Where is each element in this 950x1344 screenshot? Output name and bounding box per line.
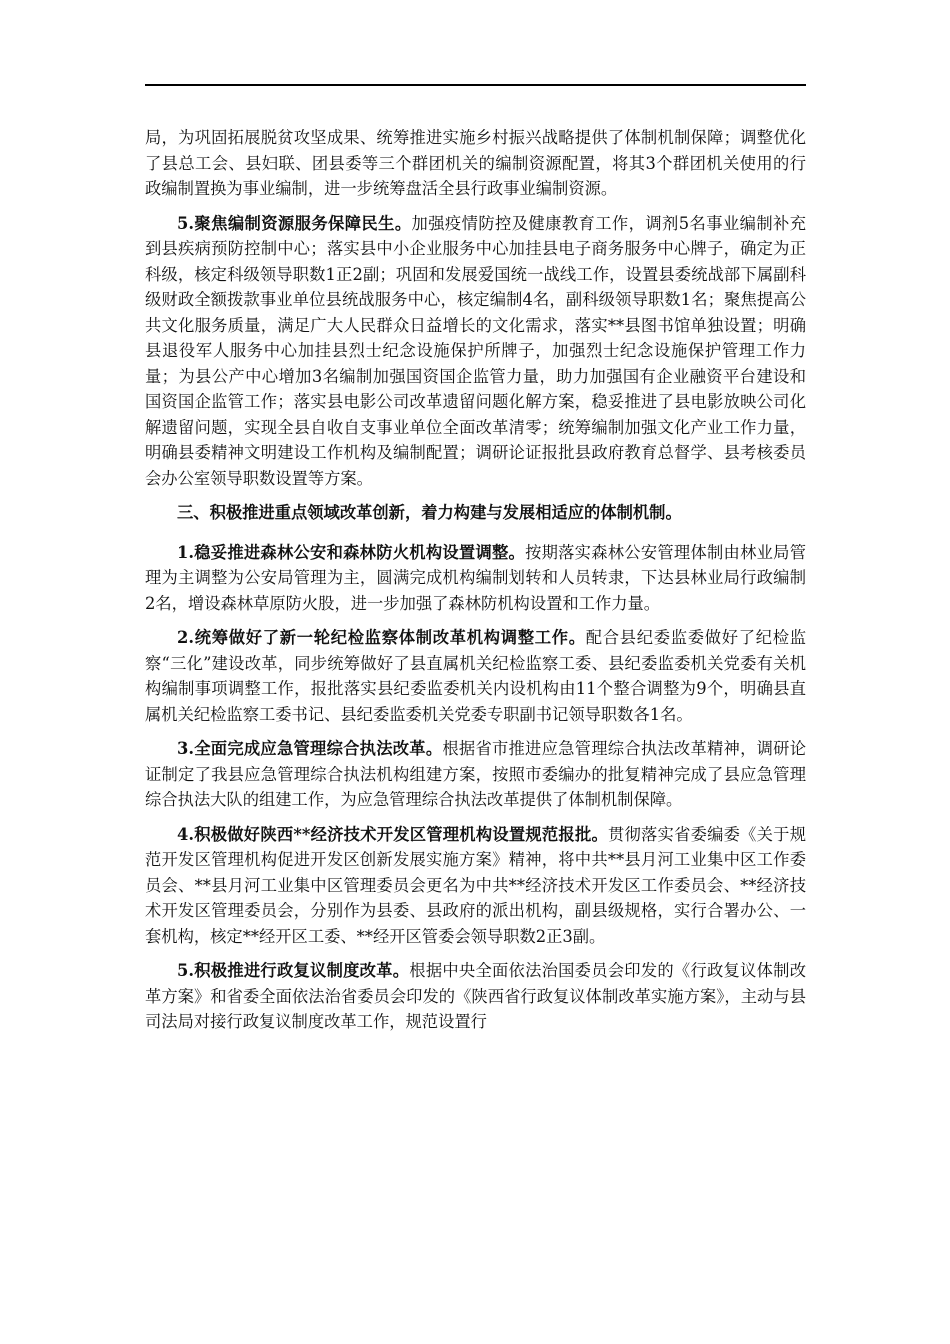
- paragraph-body: 局，为巩固拓展脱贫攻坚成果、统筹推进实施乡村振兴战略提供了体制机制保障；调整优化了县总工会、县妇联、团县委等三个群团机关的编制资源配置，将其3个群团机关使用的行政编制置换为事业编制，进一步统筹盘活全县行政事业编制资源。: [145, 128, 806, 198]
- paragraph-lead: 1.稳妥推进森林公安和森林防火机构设置调整。: [177, 542, 526, 562]
- header-rule: [145, 84, 806, 86]
- paragraph-body: 配合县纪委监委做好了纪检监察“三化”建设改革，同步统筹做好了县直属机关纪检监察工委、县纪委监委机关党委有关机构编制事项调整工作，报批落实县纪委监委机关内设机构由11个整合调整为9个，明确县直属机关纪检监察工委书记、县纪委监委机关党委专职副书记领导职数各1名。: [145, 628, 806, 724]
- document-body: [145, 125, 806, 1044]
- paragraph-body: 按期落实森林公安管理体制由林业局管理为主调整为公安局管理为主，圆满完成机构编制划转和人员转隶，下达县林业局行政编制2名，增设森林草原防火股，进一步加强了森林防机构设置和工作力量。: [145, 542, 806, 613]
- paragraph-lead: 3.全面完成应急管理综合执法改革。: [177, 739, 443, 758]
- paragraph-lead: 4.积极做好陕西**经济技术开发区管理机构设置规范报批。: [177, 824, 608, 844]
- paragraph-item-5-review: [145, 958, 806, 1035]
- paragraph-item-4-development-zone: [145, 822, 806, 950]
- paragraph-item-5-livelihood: [145, 211, 806, 492]
- paragraph-continuation: [145, 125, 806, 202]
- paragraph-body: 根据省市推进应急管理综合执法改革精神，调研论证制定了我县应急管理综合执法机构组建方案，按照市委编办的批复精神完成了县应急管理综合执法大队的组建工作，为应急管理综合执法改革提供了体制机制保障。: [145, 739, 806, 809]
- paragraph-lead: 2.统筹做好了新一轮纪检监察体制改革机构调整工作。: [177, 628, 586, 647]
- paragraph-body: 加强疫情防控及健康教育工作，调剂5名事业编制补充到县疾病预防控制中心；落实县中小企业服务中心加挂县电子商务服务中心牌子，确定为正科级，核定科级领导职数1正2副；巩固和发展爱国统一战线工作，设置县委统战部下属副科级财政全额拨款事业单位县统战服务中心，核定编制4名，副科级领导职数1名；聚焦提高公共文化服务质量，满足广大人民群众日益增长的文化需求，落实**县图书馆单独设置；明确县退役军人服务中心加挂县烈士纪念设施保护所牌子，加强烈士纪念设施保护管理工作力量；为县公产中心增加3名编制加强国资国企监管力量，助力加强国有企业融资平台建设和国资国企监管工作；落实县电影公司改革遗留问题化解方案，稳妥推进了县电影放映公司化解遗留问题，实现全县自收自支事业单位全面改革清零；统筹编制加强文化产业工作力量，明确县委精神文明建设工作机构及编制配置；调研论证报批县政府教育总督学、县考核委员会办公室领导职数设置等方案。: [145, 213, 806, 488]
- paragraph-item-1-forest: [145, 540, 806, 617]
- paragraph-item-2-discipline: [145, 625, 806, 727]
- paragraph-body: 贯彻落实省委编委《关于规范开发区管理机构促进开发区创新发展实施方案》精神，将中共**县月河工业集中区工作委员会、**县月河工业集中区管理委员会更名为中共**经济技术开发区工作委员会、**经济技术开发区管理委员会，分别作为县委、县政府的派出机构，副县级规格，实行合署办公、一套机构，核定**经开区工委、**经开区管委会领导职数2正3副。: [145, 824, 806, 946]
- paragraph-lead: 5.聚焦编制资源服务保障民生。: [177, 213, 412, 233]
- paragraph-lead: 5.积极推进行政复议制度改革。: [177, 961, 410, 980]
- paragraph-body: 根据中央全面依法治国委员会印发的《行政复议体制改革方案》和省委全面依法治省委员会印发的《陕西省行政复议体制改革实施方案》，主动与县司法局对接行政复议制度改革工作，规范设置行: [145, 961, 806, 1031]
- paragraph-item-3-emergency: [145, 736, 806, 813]
- section-heading-3: 三、积极推进重点领域改革创新，着力构建与发展相适应的体制机制。: [177, 503, 682, 522]
